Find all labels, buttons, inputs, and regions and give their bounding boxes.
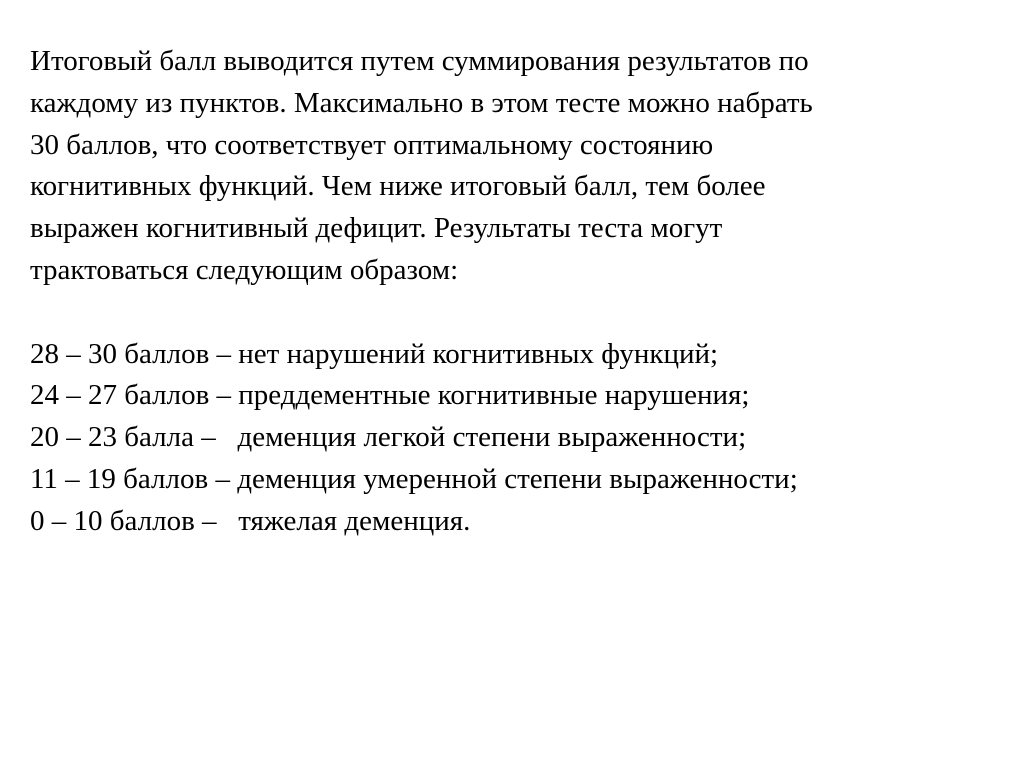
intro-line: Итоговый балл выводится путем суммирования результатов по: [30, 45, 809, 77]
intro-line: каждому из пунктов. Максимально в этом тесте можно набрать: [30, 86, 813, 119]
score-item: 0 – 10 баллов – тяжелая деменция.: [30, 504, 471, 537]
score-item: 24 – 27 баллов – преддементные когнитивные нарушения;: [30, 379, 750, 412]
score-item: 20 – 23 балла – деменция легкой степени выраженности;: [30, 421, 747, 454]
intro-line: когнитивных функций. Чем ниже итоговый балл, тем более: [30, 170, 766, 203]
score-list: [30, 334, 990, 543]
score-item: 11 – 19 баллов – деменция умеренной степени выраженности;: [30, 462, 798, 495]
intro-paragraph: [30, 41, 990, 292]
intro-line: 30 баллов, что соответствует оптимальному состоянию: [30, 128, 714, 161]
slide-text: [30, 41, 990, 543]
score-item: 28 – 30 баллов – нет нарушений когнитивных функций;: [30, 337, 719, 370]
paragraph-gap: [30, 292, 990, 334]
intro-line: выражен когнитивный дефицит. Результаты теста могут: [30, 212, 723, 245]
intro-line: трактоваться следующим образом:: [30, 253, 459, 286]
